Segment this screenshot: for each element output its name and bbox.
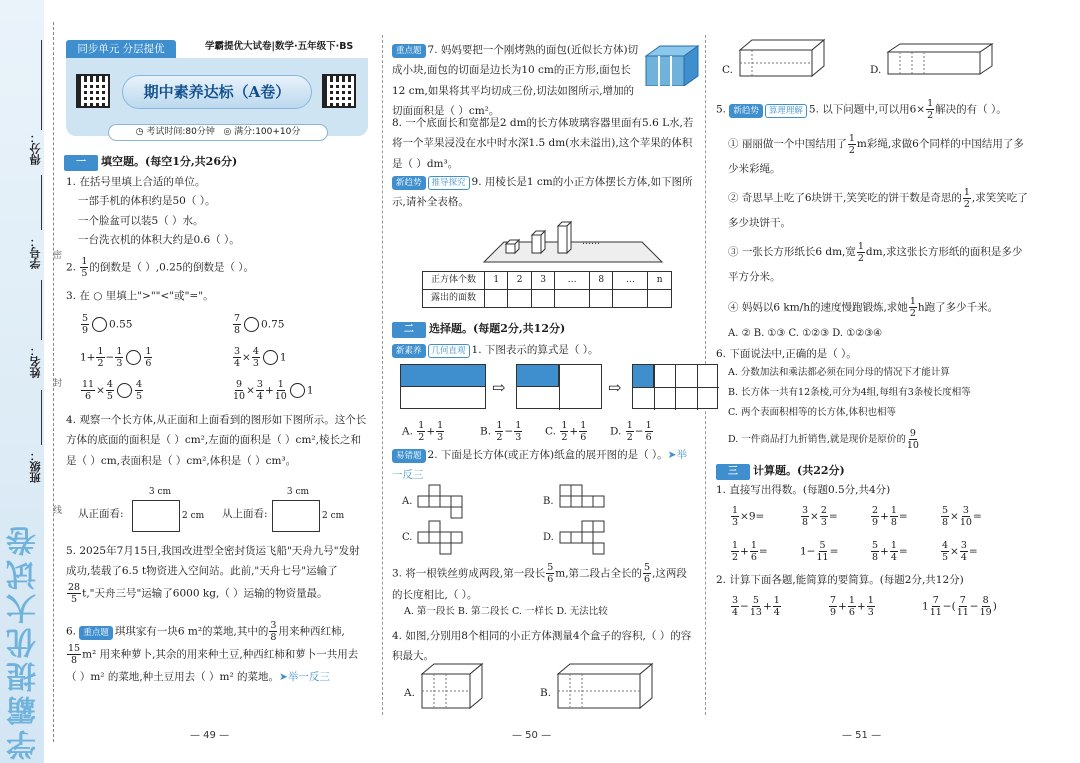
bread-cut-figure — [640, 40, 702, 86]
series-title: 学霸提优大试卷|数学·五年级下·BS — [205, 41, 354, 52]
k1-c[interactable]: $\frac{2}{9}$ + $\frac{1}{8}$ = — [872, 505, 908, 528]
name-label: 姓名： — [29, 345, 42, 378]
c5-options[interactable]: A. ② B. ①③ C. ①②③ D. ①②③④ — [728, 328, 883, 339]
svg-text:……: …… — [582, 237, 600, 247]
q6: 6. 重点题 琪琪家有一块6 m²的菜地,其中的 $\frac{3}{8}$ 用来种西红柿, $\frac{15}{8}$ m² 用来种萝卜,其余的用来种土豆,种西红柿和萝卜一共用去（ ）m² 的菜地,种土豆用去（ ）m² 的菜地。➤举一反三 — [66, 620, 359, 683]
class-line — [41, 390, 42, 445]
k1-e[interactable]: $\frac{1}{2}$ + $\frac{1}{6}$ = — [732, 540, 768, 563]
c2: 易错题 2. 下面是长方体(或正方体)纸盒的展开图的是（ ）。➤举一反三 — [392, 449, 687, 482]
c4-option-c-label[interactable]: C. — [722, 64, 733, 76]
section-1-title: 一 填空题。(每空1分,共26分) — [64, 153, 237, 171]
q3f: $\frac{9}{10}$ × $\frac{3}{4}$ + $\frac{1}{10}$ 1 — [233, 379, 314, 402]
q4: 4. 观察一个长方体,从正面和上面看到的图形如下图所示。这个长方体的底面的面积是（ ）cm²,左面的面积是（ ）cm²,棱长之和是（ ）cm,表面积是（ ）cm²,体积是（ ）cm³。 — [66, 414, 367, 467]
q4-top-label: 从上面看: — [222, 508, 268, 520]
c4: 4. 如图,分别用8个相同的小正方体测量4个盒子的容积,（ ）的容积最大。 — [392, 630, 692, 663]
q8: 8. 一个底面长和宽都是2 dm的长方体玻璃容器里面有5.6 L水,若将一个苹果浸没在水中时水深1.5 dm(水未溢出),这个苹果的体积是（ ）dm³。 — [392, 117, 694, 170]
c5-item-2: ② 奇思早上吃了6块饼干,笑笑吃的饼干数是奇思的 $\frac{1}{2}$ ,求笑笑吃了多少块饼干。 — [728, 186, 1028, 229]
column-divider-1 — [382, 35, 383, 715]
q5: 5. 2025年7月15日,我国改进型全密封货运飞船"天舟九号"发射成功,装载了6.5 t物资进入空间站。此前,"天舟七号"运输了 $\frac{28}{5}$ t,"天舟三号"运输了6000 kg,（ ）运输的物资量最。 — [66, 545, 360, 605]
c6: 6. 下面说法中,正确的是（ ）。 — [716, 348, 857, 360]
svg-text:D.: D. — [543, 532, 554, 543]
q3a: $\frac{5}{9}$ 0.55 — [82, 313, 133, 336]
class-label: 班级： — [29, 450, 42, 483]
target-icon: ◎ — [223, 127, 232, 137]
name-line — [41, 280, 42, 340]
k1-f[interactable]: 1− $\frac{5}{11}$ = — [800, 540, 839, 563]
q4-front-width: 3 cm — [148, 487, 172, 497]
exam-title: 期中素养达标（A卷） — [122, 75, 312, 109]
bind-mark-2: 封 — [50, 378, 61, 387]
clock-icon: ◷ — [135, 127, 144, 137]
svg-text:C.: C. — [402, 532, 413, 543]
c6-option-b[interactable]: B. 长方体一共有12条棱,可分为4组,每组有3条棱长度相等 — [728, 387, 971, 398]
q3c: 1+ $\frac{1}{2}$ − $\frac{1}{3}$ $\frac{1}{6}$ — [80, 346, 152, 369]
page-number-50: — 50 — — [512, 730, 552, 741]
section-3-title: 三 计算题。(共22分) — [716, 462, 845, 480]
cut-line — [53, 22, 54, 742]
c6-option-c[interactable]: C. 两个表面积相等的长方体,体积也相等 — [728, 407, 896, 418]
section-2-title: 二 选择题。(每题2分,共12分) — [392, 320, 565, 338]
q3: 3. 在 ○ 里填上">""<"或"="。 — [66, 290, 214, 302]
q4-front-rect — [132, 500, 180, 532]
c4-box-b — [556, 660, 656, 710]
c5-item-4: ④ 妈妈以6 km/h的速度慢跑锻炼,求她 $\frac{1}{2}$ h跑了多少千米。 — [728, 296, 999, 319]
cube-stack-figure — [478, 212, 668, 266]
c4-box-a — [420, 660, 500, 710]
k2: 2. 计算下面各题,能简算的要简算。(每题2分,共12分) — [716, 574, 964, 586]
page-number-49: — 49 — — [190, 730, 230, 741]
practice-link[interactable]: ➤举一反三 — [279, 671, 330, 683]
q2: 2. $\frac{1}{5}$ 的倒数是（ ）,0.25的倒数是（ ）。 — [66, 256, 255, 279]
bind-mark-3: 线 — [50, 505, 61, 514]
c4-box-c — [738, 38, 828, 78]
q9: 新趋势 推导探究 9. 用棱长是1 cm的小正方体摆长方体,如下图所示,请补全表格。 — [392, 176, 693, 209]
k1-d[interactable]: $\frac{5}{8}$ × $\frac{3}{10}$ = — [942, 505, 982, 528]
k1-b[interactable]: $\frac{3}{8}$ × $\frac{2}{3}$ = — [802, 505, 838, 528]
score-line — [41, 40, 42, 130]
k2-b[interactable]: $\frac{7}{9}$ + $\frac{1}{6}$ + $\frac{1}{3}$ — [830, 595, 874, 618]
c6-option-d[interactable]: D. 一件商品打九折销售,就是现价是原价的 $\frac{9}{10}$ — [728, 428, 919, 451]
q4-top-rect — [272, 500, 320, 532]
q7: 重点题 7. 妈妈要把一个刚烤熟的面包(近似长方体)切成小块,面包的切面是边长为10 cm的正方形,面包长12 cm,如果将其平均切成三份,切法如图所示,增加的切面面积是（ ）cm²。 — [392, 44, 639, 118]
q4-top-width: 3 cm — [286, 487, 310, 497]
c1-option-c[interactable]: C. $\frac{1}{2}$ + $\frac{1}{6}$ — [545, 420, 587, 443]
number-label: 学号： — [29, 236, 42, 269]
unit-tag: 同步单元 分层提优 — [66, 40, 176, 58]
k1-h[interactable]: $\frac{4}{5}$ × $\frac{3}{4}$ = — [942, 540, 978, 563]
k1-g[interactable]: $\frac{5}{8}$ + $\frac{1}{4}$ = — [872, 540, 908, 563]
k2-a[interactable]: $\frac{3}{4}$ − $\frac{5}{13}$ + $\frac{1}{4}$ — [732, 595, 780, 618]
q4-front-label: 从正面看: — [78, 508, 124, 520]
section-badge: 一 — [64, 155, 98, 171]
q3b: $\frac{7}{8}$ 0.75 — [234, 313, 285, 336]
svg-text:B.: B. — [543, 496, 554, 507]
score-label: 得分： — [29, 132, 42, 165]
page-number-51: — 51 — — [842, 730, 882, 741]
c3-options[interactable]: A. 第一段长 B. 第二段长 C. 一样长 D. 无法比较 — [404, 606, 608, 617]
c3: 3. 将一根铁丝剪成两段,第一段长 $\frac{5}{6}$ m,第二段占全长的 $\frac{5}{6}$ ,这两段的长度相比,（ ）。 — [392, 562, 687, 601]
svg-text:A.: A. — [402, 496, 413, 507]
c1-option-a[interactable]: A. $\frac{1}{2}$ + $\frac{1}{3}$ — [402, 420, 444, 443]
c5-item-1: ① 丽丽做一个中国结用了 $\frac{1}{2}$ m彩绳,求做6个同样的中国结用了多少米彩绳。 — [728, 132, 1024, 175]
k1-a[interactable]: $\frac{1}{3}$ ×9= — [732, 505, 765, 528]
c1-option-b[interactable]: B. $\frac{1}{2}$ − $\frac{1}{3}$ — [480, 420, 522, 443]
c4-option-a-label[interactable]: A. — [404, 687, 415, 699]
q4-top-height: 2 cm — [322, 511, 345, 521]
c1: 新素养 几何直观 1. 下图表示的算式是（ ）。 — [392, 342, 598, 358]
qr-code-right — [322, 74, 356, 108]
number-line — [41, 175, 42, 230]
q1-block: 1. 在括号里填上合适的单位。 一部手机的体积约是50（ ）。 一个脸盆可以装5（ ）水。 一台洗衣机的体积大约是0.6（ ）。 — [66, 176, 240, 246]
c4-option-d-label[interactable]: D. — [870, 64, 882, 76]
c6-option-a[interactable]: A. 分数加法和乘法都必须在同分母的情况下才能计算 — [728, 367, 950, 378]
c4-option-b-label[interactable]: B. — [540, 687, 552, 699]
c2-nets-figure — [400, 484, 690, 556]
k2-c[interactable]: 1 $\frac{7}{11}$ −( $\frac{7}{11}$ − $\frac{8}{19}$ ) — [922, 595, 997, 618]
q4-front-height: 2 cm — [182, 511, 205, 521]
c1-option-d[interactable]: D. $\frac{1}{2}$ − $\frac{1}{6}$ — [610, 420, 652, 443]
c4-box-d — [886, 42, 996, 76]
brand-vertical: 学霸提优大试卷 — [7, 522, 42, 760]
key-question-tag: 重点题 — [79, 626, 113, 640]
exam-info: ◷ 考试时间:80分钟 ◎ 满分:100+10分 — [108, 124, 328, 141]
qr-code-left — [76, 74, 110, 108]
c5: 5. 新趋势 算理理解 5. 以下问题中,可以用6× $\frac{1}{2}$ 解决的有（ ）。 — [716, 98, 1007, 121]
q3d: $\frac{3}{4}$ × $\frac{4}{3}$ 1 — [234, 346, 287, 369]
q3e: $\frac{11}{6}$ × $\frac{4}{5}$ $\frac{4}{5}$ — [82, 379, 142, 402]
cube-table: 正方体个数 1 2 3 … 8 … n 露出的面数 — [422, 271, 672, 308]
k1: 1. 直接写出得数。(每题0.5分,共4分) — [716, 484, 891, 496]
bind-mark-1: 密 — [50, 250, 61, 259]
c5-item-3: ③ 一张长方形纸长6 dm,宽 $\frac{1}{2}$ dm,求这张长方形纸的面积是多少平方分米。 — [728, 240, 1023, 283]
